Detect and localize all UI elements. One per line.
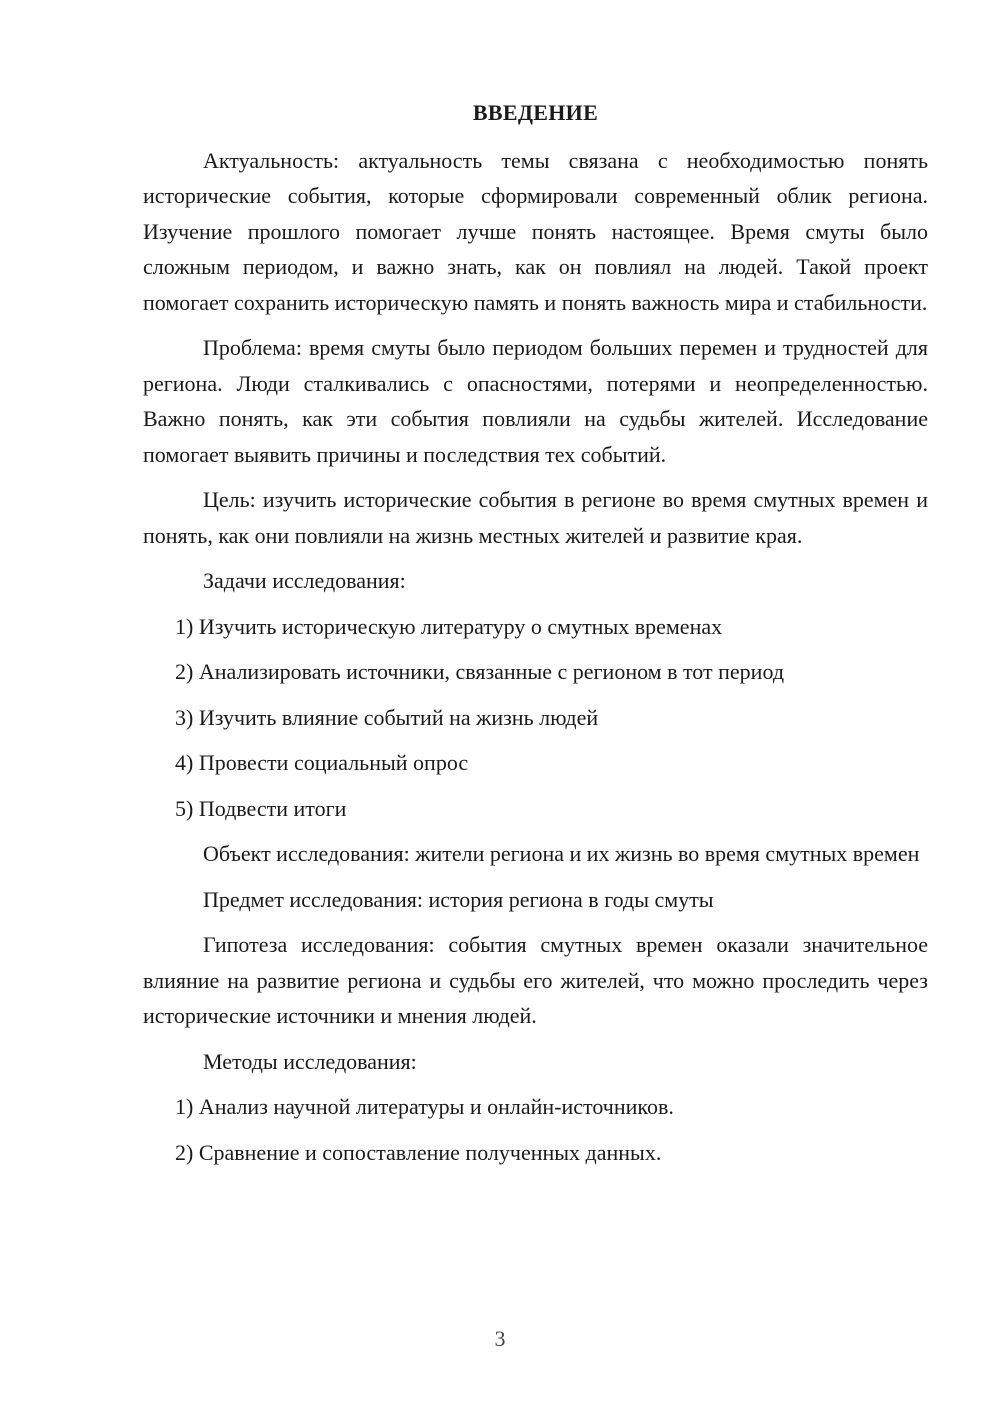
- object-paragraph: Объект исследования: жители региона и их жизнь во время смутных времен: [203, 841, 920, 866]
- methods-heading: Методы исследования:: [203, 1048, 417, 1074]
- subject-paragraph: Предмет исследования: история региона в годы смуты: [203, 886, 714, 912]
- page-title: ВВЕДЕНИЕ: [472, 100, 599, 125]
- goal-paragraph: Цель: изучить исторические события в регионе во время смутных времен и понять, как они повлияли на жизнь местных жителей и развитие края.: [143, 487, 928, 548]
- task-item: 5) Подвести итоги: [175, 795, 347, 821]
- relevance-paragraph: Актуальность: актуальность темы связана с необходимостью понять исторические события, которые сформировали современный облик региона. Изучение прошлого помогает лучше понять настоящее. Время смуты было сложным периодом, и важно знать, как он повлиял на людей. Такой проект помогает сохранить историческую память и понять важность мира и стабильности.: [143, 147, 928, 315]
- task-item: 1) Изучить историческую литературу о смутных временах: [175, 613, 723, 639]
- page-number: 3: [494, 1326, 506, 1351]
- hypothesis-paragraph: Гипотеза исследования: события смутных времен оказали значительное влияние на развитие региона и судьбы его жителей, что можно проследить через исторические источники и мнения людей.: [143, 932, 928, 1028]
- method-item: 1) Анализ научной литературы и онлайн-источников.: [175, 1094, 674, 1119]
- task-item: 3) Изучить влияние событий на жизнь людей: [175, 704, 599, 730]
- method-item: 2) Сравнение и сопоставление полученных данных.: [175, 1139, 662, 1165]
- document-page: [143, 95, 928, 1180]
- tasks-heading: Задачи исследования:: [203, 568, 406, 593]
- task-item: 4) Провести социальный опрос: [175, 750, 469, 775]
- problem-paragraph: Проблема: время смуты было периодом больших перемен и трудностей для региона. Люди сталкивались с опасностями, потерями и неопределенностью. Важно понять, как эти события повлияли на судьбы жителей. Исследование помогает выявить причины и последствия тех событий.: [143, 335, 928, 467]
- task-item: 2) Анализировать источники, связанные с регионом в тот период: [175, 659, 785, 684]
